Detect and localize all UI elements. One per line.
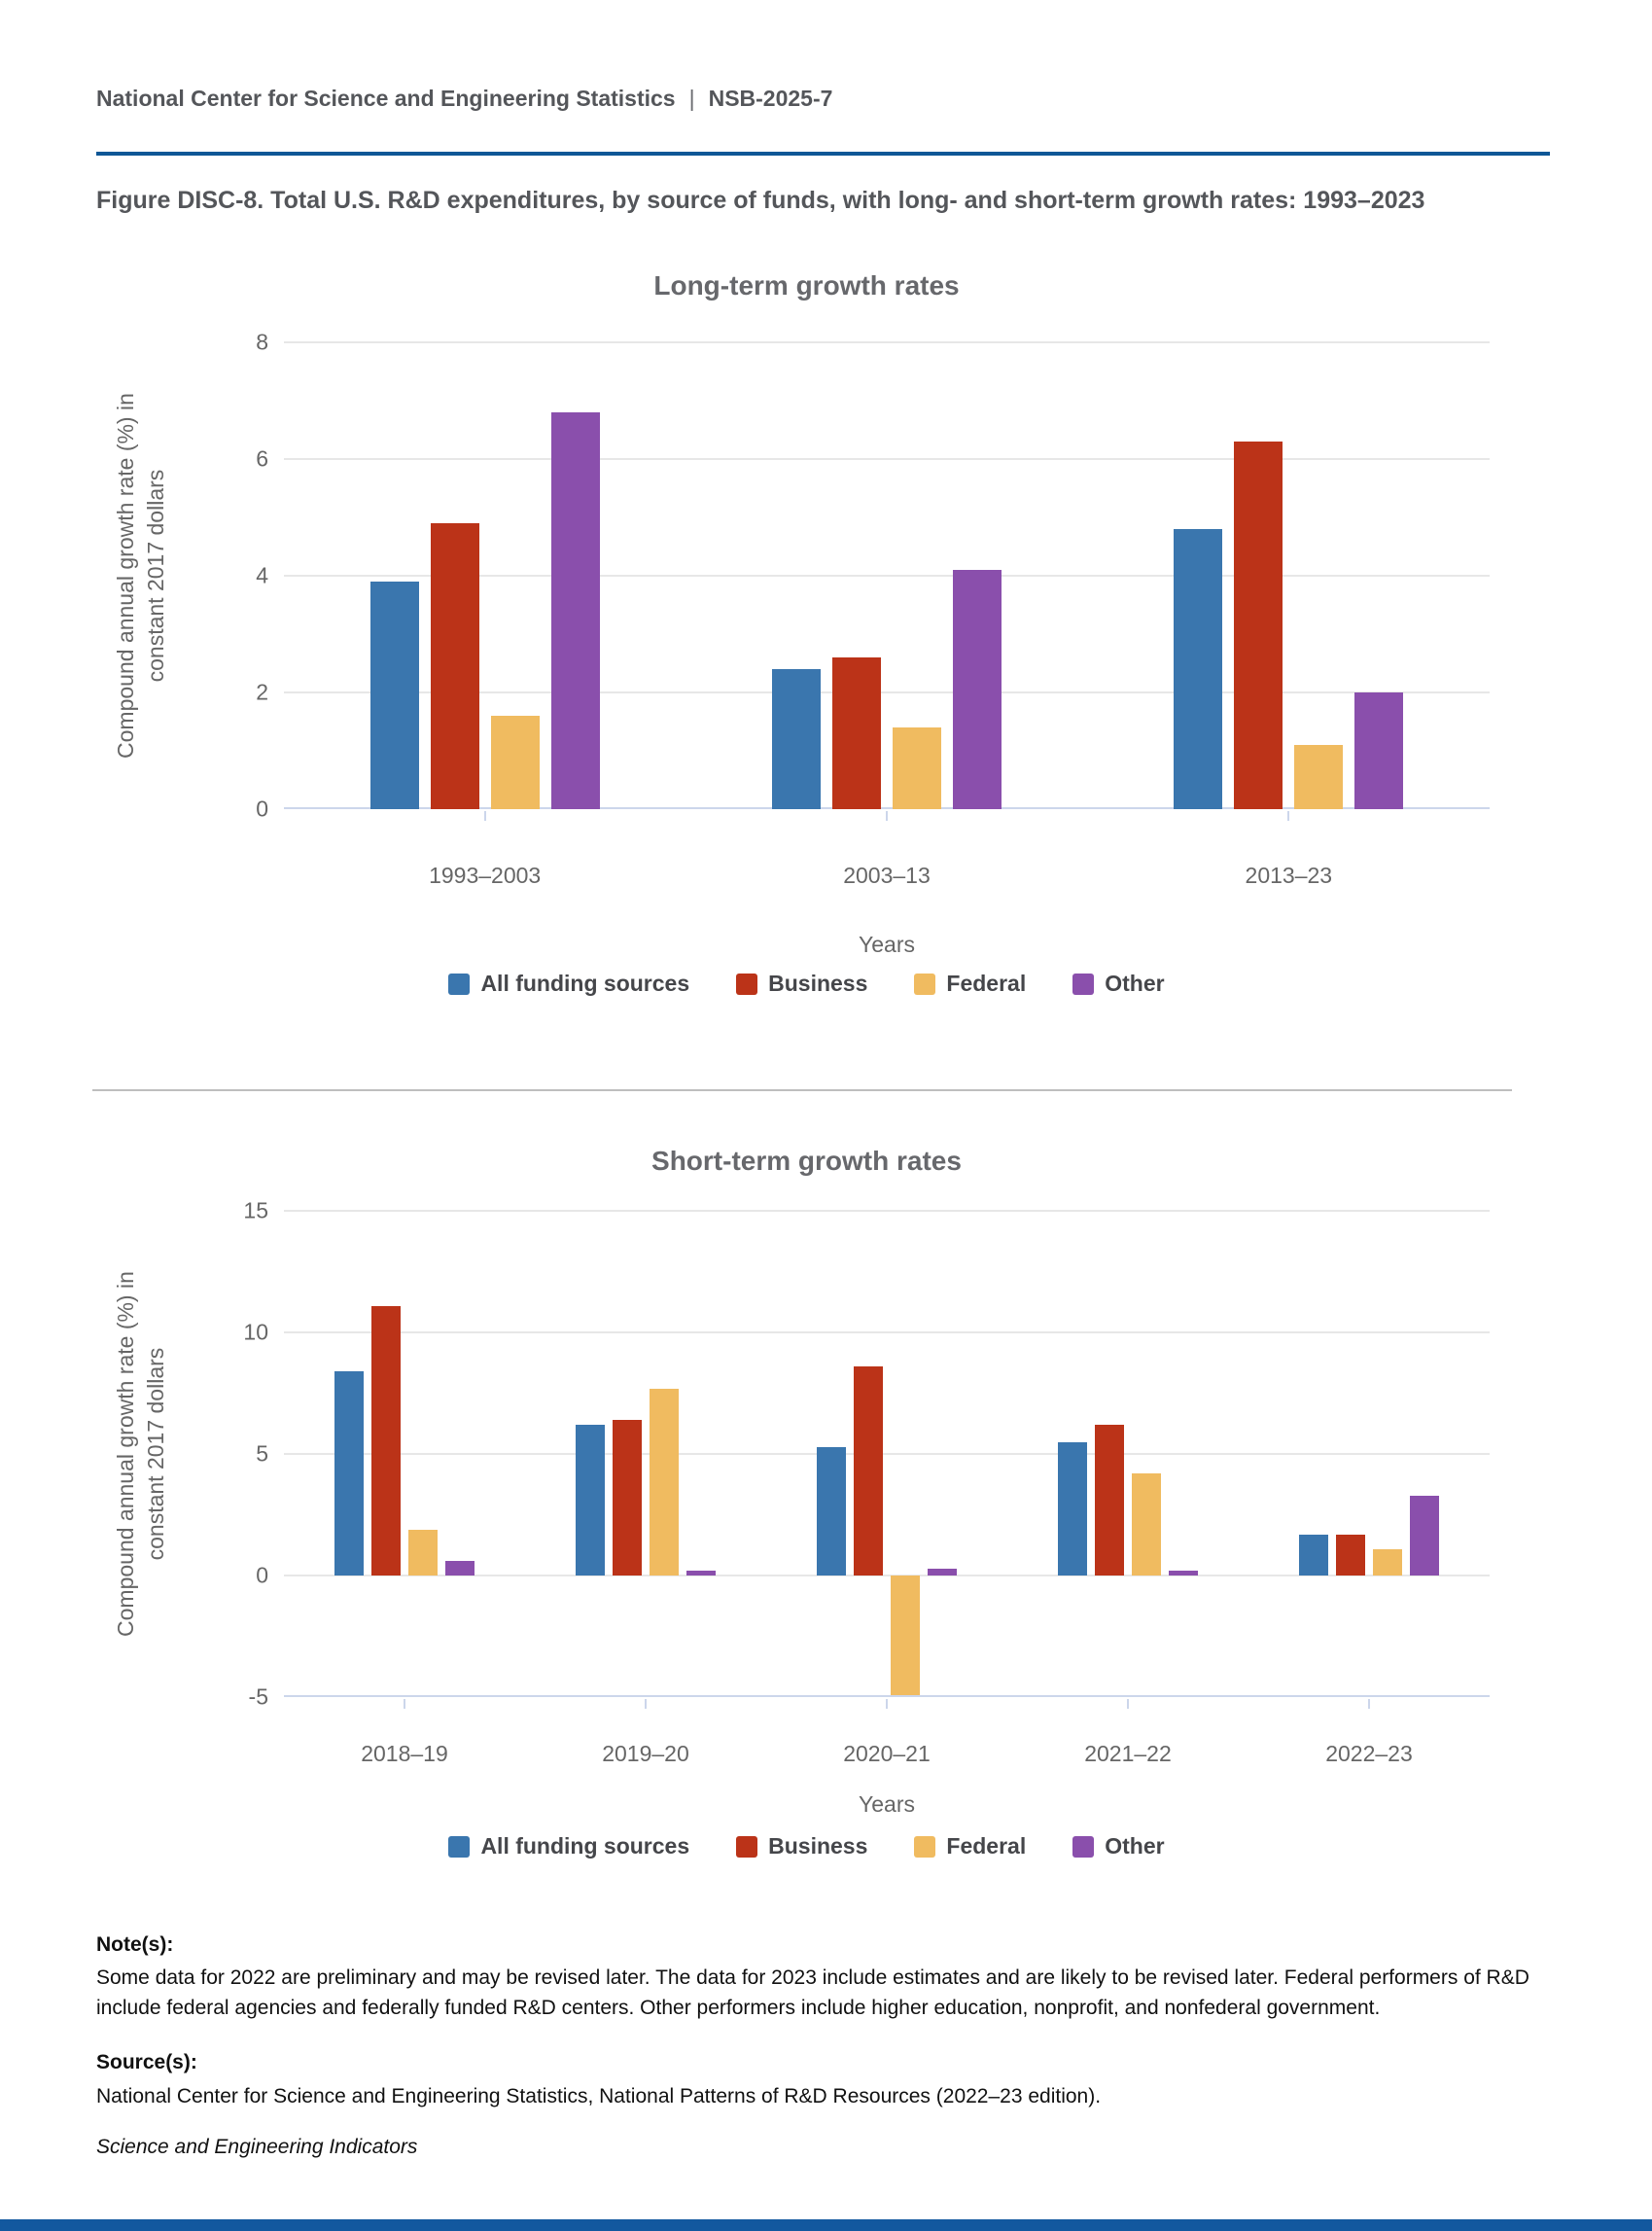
- y-axis-tick-label: 0: [256, 1562, 268, 1588]
- bar-other-2019-20: [686, 1571, 716, 1576]
- y-axis-title: Compound annual growth rate (%) in constant 2017 dollars: [112, 1271, 168, 1637]
- bar-other-2013-23: [1354, 692, 1403, 809]
- y-axis-tick-label: -5: [248, 1683, 268, 1710]
- x-axis-tick: [1127, 1699, 1129, 1709]
- legend-label: Other: [1105, 971, 1165, 996]
- bar-other-2003-13: [953, 570, 1002, 809]
- bar-all-funding-sources-2003-13: [772, 669, 821, 809]
- legend-swatch-icon: [1072, 974, 1094, 995]
- legend-swatch-icon: [736, 1836, 757, 1858]
- bar-other-2020-21: [928, 1569, 957, 1576]
- short-term-chart: [96, 1138, 1517, 1916]
- legend-label: Federal: [946, 1833, 1027, 1859]
- bar-all-funding-sources-1993-2003: [370, 582, 419, 809]
- bar-federal-2019-20: [650, 1389, 679, 1576]
- x-axis-tick: [886, 811, 888, 821]
- legend-item-federal[interactable]: [914, 1833, 1026, 1859]
- bar-business-2020-21: [854, 1366, 883, 1576]
- x-axis-title: Years: [859, 932, 915, 957]
- y-axis-title: Compound annual growth rate (%) in constant 2017 dollars: [112, 393, 168, 759]
- x-axis-tick: [886, 1699, 888, 1709]
- bar-other-1993-2003: [551, 412, 600, 809]
- bar-business-1993-2003: [431, 523, 479, 809]
- legend-item-other[interactable]: [1072, 1833, 1164, 1859]
- y-axis-tick-label: 15: [243, 1197, 268, 1223]
- y-axis-tick-label: 4: [256, 562, 268, 588]
- x-axis-tick: [1368, 1699, 1370, 1709]
- bar-all-funding-sources-2020-21: [817, 1447, 846, 1576]
- bar-other-2018-19: [445, 1561, 475, 1576]
- legend-swatch-icon: [914, 974, 935, 995]
- gridline-10: [284, 1331, 1490, 1333]
- bar-all-funding-sources-2013-23: [1174, 529, 1222, 809]
- bar-all-funding-sources-2018-19: [334, 1371, 364, 1576]
- legend-label: Federal: [946, 971, 1027, 996]
- bar-business-2013-23: [1234, 442, 1283, 809]
- plot-area: [284, 342, 1490, 809]
- bar-other-2022-23: [1410, 1496, 1439, 1576]
- bar-federal-2020-21: [891, 1576, 920, 1695]
- y-axis-tick-label: 10: [243, 1319, 268, 1345]
- x-axis-category-label: 2018–19: [361, 1741, 448, 1766]
- x-axis-tick: [645, 1699, 647, 1709]
- legend-label: All funding sources: [480, 1833, 690, 1859]
- notes-text: Some data for 2022 are preliminary and may be revised later. The data for 2023 include estimates and are likely to be revised later. Federal performers of R&D include federal agencies and federally funded R&D centers. Other performers include higher education, nonprofit, and nonfederal government.: [96, 1966, 1529, 2019]
- bar-all-funding-sources-2022-23: [1299, 1535, 1328, 1576]
- figure-title: Figure DISC-8. Total U.S. R&D expenditures, by source of funds, with long- and short-term growth rates: 1993–2023: [96, 187, 1425, 214]
- x-axis-category-label: 2003–13: [843, 863, 931, 888]
- x-axis-category-label: 2021–22: [1084, 1741, 1172, 1766]
- notes-section: [96, 1930, 1564, 2163]
- bar-other-2021-22: [1169, 1571, 1198, 1576]
- legend-swatch-icon: [448, 1836, 470, 1858]
- bar-federal-1993-2003: [491, 716, 540, 809]
- legend-label: Other: [1105, 1833, 1165, 1859]
- legend-swatch-icon: [736, 974, 757, 995]
- bar-federal-2021-22: [1132, 1473, 1161, 1576]
- footer-bar: [0, 2219, 1652, 2231]
- bar-business-2021-22: [1095, 1425, 1124, 1576]
- legend-label: Business: [768, 971, 868, 996]
- footer-brand: Science and Engineering Indicators: [96, 2136, 418, 2159]
- sources-label: Source(s):: [96, 2051, 197, 2074]
- x-axis-category-label: 1993–2003: [429, 863, 542, 888]
- legend-item-all-funding-sources[interactable]: [448, 971, 689, 997]
- chart-title: Short-term growth rates: [651, 1146, 962, 1176]
- notes-label: Note(s):: [96, 1933, 174, 1956]
- header-separator: |: [688, 86, 695, 111]
- bar-business-2003-13: [832, 657, 881, 809]
- gridline-6: [284, 458, 1490, 460]
- legend: [96, 971, 1517, 997]
- bar-all-funding-sources-2019-20: [576, 1425, 605, 1576]
- gridline-5: [284, 1453, 1490, 1455]
- legend-item-business[interactable]: [736, 1833, 867, 1859]
- legend-swatch-icon: [914, 1836, 935, 1858]
- y-axis-tick-label: 5: [256, 1440, 268, 1467]
- header-rule: [96, 152, 1550, 156]
- x-axis-tick: [404, 1699, 405, 1709]
- legend-swatch-icon: [448, 974, 470, 995]
- plot-area: [284, 1211, 1490, 1697]
- chart-title: Long-term growth rates: [653, 270, 960, 301]
- gridline-15: [284, 1210, 1490, 1212]
- legend-label: Business: [768, 1833, 868, 1859]
- x-axis-tick: [1287, 811, 1289, 821]
- legend-item-other[interactable]: [1072, 971, 1164, 997]
- legend-item-all-funding-sources[interactable]: [448, 1833, 689, 1859]
- x-axis-category-label: 2013–23: [1245, 863, 1333, 888]
- long-term-chart: [96, 263, 1517, 1041]
- x-axis-category-label: 2022–23: [1325, 1741, 1413, 1766]
- x-axis-title: Years: [859, 1791, 915, 1817]
- bar-federal-2003-13: [893, 727, 941, 809]
- header-report-id: NSB-2025-7: [708, 86, 833, 111]
- section-divider: [92, 1089, 1512, 1091]
- legend-label: All funding sources: [480, 971, 690, 996]
- bar-federal-2018-19: [408, 1530, 438, 1576]
- legend-item-federal[interactable]: [914, 971, 1026, 997]
- bar-business-2019-20: [613, 1420, 642, 1576]
- gridline-8: [284, 341, 1490, 343]
- y-axis-tick-label: 6: [256, 445, 268, 472]
- page-header: [96, 86, 832, 112]
- sources-text: National Center for Science and Engineering Statistics, National Patterns of R&D Resources (2022–23 edition).: [96, 2084, 1102, 2107]
- legend-swatch-icon: [1072, 1836, 1094, 1858]
- y-axis-tick-label: 0: [256, 796, 268, 822]
- bar-business-2018-19: [371, 1306, 401, 1576]
- bar-federal-2022-23: [1373, 1549, 1402, 1576]
- bar-business-2022-23: [1336, 1535, 1365, 1576]
- legend-item-business[interactable]: [736, 971, 867, 997]
- x-axis-tick: [484, 811, 486, 821]
- legend: [96, 1833, 1517, 1859]
- y-axis-tick-label: 2: [256, 679, 268, 705]
- bar-federal-2013-23: [1294, 745, 1343, 809]
- header-org: National Center for Science and Engineering Statistics: [96, 86, 676, 111]
- x-axis-category-label: 2019–20: [602, 1741, 689, 1766]
- y-axis-tick-label: 8: [256, 329, 268, 355]
- x-axis-category-label: 2020–21: [843, 1741, 931, 1766]
- bar-all-funding-sources-2021-22: [1058, 1442, 1087, 1576]
